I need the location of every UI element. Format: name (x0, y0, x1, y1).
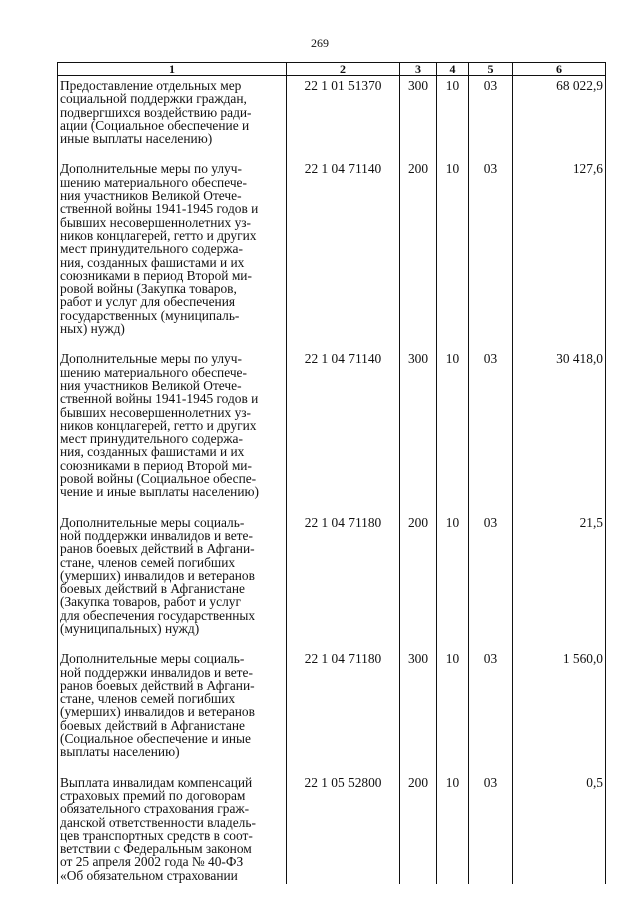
table-header-row (58, 63, 606, 76)
column-header: 2 (287, 63, 400, 76)
description-line: шению материального обеспече- (60, 174, 247, 190)
description-line: ственной войны 1941-1945 годов и (60, 201, 259, 217)
description-line: ния участников Великой Отече- (60, 377, 242, 393)
description-line: подвергшихся воздействию ради- (60, 104, 252, 120)
row-amount: 1 560,0 (513, 649, 606, 772)
budget-table (57, 62, 606, 884)
description-line: цев транспортных средств в соот- (60, 827, 253, 843)
description-line: (Социальное обеспечение и иные (60, 731, 251, 747)
row-amount: 0,5 (513, 773, 606, 884)
description-line: ной поддержки инвалидов и вете- (60, 664, 253, 680)
row-section: 10 (437, 159, 469, 349)
row-section: 10 (437, 649, 469, 772)
description-line: ранов боевых действий в Афгани- (60, 541, 255, 557)
row-subsection: 03 (469, 76, 513, 160)
description-line: (муниципальных) нужд) (60, 620, 200, 636)
row-subsection: 03 (469, 773, 513, 884)
row-amount: 127,6 (513, 159, 606, 349)
row-code: 22 1 04 71180 (287, 513, 400, 650)
description-line: Дополнительные меры социаль- (60, 514, 245, 530)
description-line: ровой войны (Социальное обеспе- (60, 471, 257, 487)
description-line: «Об обязательном страховании (60, 867, 238, 883)
table-row (58, 513, 606, 650)
row-expense-type: 200 (400, 773, 437, 884)
description-line: боевых действий в Афганистане (60, 717, 245, 733)
description-line: мест принудительного содержа- (60, 431, 243, 447)
row-description (58, 76, 287, 160)
row-code: 22 1 04 71140 (287, 159, 400, 349)
row-amount: 30 418,0 (513, 349, 606, 512)
table-row (58, 349, 606, 512)
table-row (58, 649, 606, 772)
description-line: ранов боевых действий в Афгани- (60, 677, 255, 693)
description-line: Дополнительные меры по улуч- (60, 161, 242, 177)
column-header: 4 (437, 63, 469, 76)
row-subsection: 03 (469, 349, 513, 512)
row-code: 22 1 04 71180 (287, 649, 400, 772)
description-line: Предоставление отдельных мер (60, 78, 242, 93)
row-description (58, 649, 287, 772)
row-amount: 21,5 (513, 513, 606, 650)
row-section: 10 (437, 773, 469, 884)
description-line: (умерших) инвалидов и ветеранов (60, 704, 255, 720)
row-subsection: 03 (469, 159, 513, 349)
description-line: союзниками в период Второй ми- (60, 457, 252, 473)
description-line: от 25 апреля 2002 года № 40-ФЗ (60, 854, 244, 870)
description-line: ных) нужд) (60, 321, 125, 337)
description-line: стане, членов семей погибших (60, 554, 236, 570)
column-header: 6 (513, 63, 606, 76)
description-line: ственной войны 1941-1945 годов и (60, 391, 259, 407)
row-section: 10 (437, 349, 469, 512)
column-header: 3 (400, 63, 437, 76)
description-line: работ и услуг для обеспечения (60, 294, 236, 310)
table-row (58, 159, 606, 349)
row-description (58, 159, 287, 349)
row-expense-type: 300 (400, 349, 437, 512)
description-line: чение и иные выплаты населению) (60, 484, 259, 500)
column-header: 5 (469, 63, 513, 76)
description-line: мест принудительного содержа- (60, 241, 243, 257)
row-code: 22 1 04 71140 (287, 349, 400, 512)
description-line: бывших несовершеннолетних уз- (60, 404, 252, 420)
description-line: Дополнительные меры по улуч- (60, 351, 242, 367)
row-expense-type: 200 (400, 513, 437, 650)
description-line: ации (Социальное обеспечение и (60, 117, 250, 133)
description-line: ния, созданных фашистами и их (60, 444, 245, 460)
description-line: стане, членов семей погибших (60, 691, 236, 707)
page-number: 269 (311, 36, 329, 50)
description-line: (умерших) инвалидов и ветеранов (60, 567, 255, 583)
row-section: 10 (437, 513, 469, 650)
description-line: ния участников Великой Отече- (60, 188, 242, 204)
table-row (58, 76, 606, 160)
description-line: боевых действий в Афганистане (60, 581, 245, 597)
description-line: обязательного страхования граж- (60, 801, 250, 817)
description-line: Выплата инвалидам компенсаций (60, 774, 253, 790)
description-line: союзниками в период Второй ми- (60, 267, 252, 283)
description-line: шению материального обеспече- (60, 364, 247, 380)
row-description (58, 349, 287, 512)
description-line: государственных (муниципаль- (60, 307, 240, 323)
row-expense-type: 300 (400, 649, 437, 772)
row-code: 22 1 01 51370 (287, 76, 400, 160)
description-line: данской ответственности владель- (60, 814, 256, 830)
row-code: 22 1 05 52800 (287, 773, 400, 884)
description-line: бывших несовершеннолетних уз- (60, 214, 252, 230)
description-line: иные выплаты населению) (60, 131, 213, 147)
description-line: (Закупка товаров, работ и услуг (60, 594, 241, 610)
description-line: ной поддержки инвалидов и вете- (60, 527, 253, 543)
description-line: для обеспечения государственных (60, 607, 256, 623)
row-description (58, 513, 287, 650)
column-header: 1 (58, 63, 287, 76)
row-amount: 68 022,9 (513, 76, 606, 160)
description-line: ников концлагерей, гетто и других (60, 417, 257, 433)
description-line: ветствии с Федеральным законом (60, 841, 252, 857)
description-line: выплаты населению) (60, 744, 180, 760)
row-description (58, 773, 287, 884)
row-subsection: 03 (469, 649, 513, 772)
description-line: Дополнительные меры социаль- (60, 651, 245, 667)
row-section: 10 (437, 76, 469, 160)
table-row (58, 773, 606, 884)
description-line: ровой войны (Закупка товаров, (60, 281, 237, 297)
description-line: ников концлагерей, гетто и других (60, 227, 257, 243)
description-line: социальной поддержки граждан, (60, 91, 247, 107)
row-expense-type: 300 (400, 76, 437, 160)
row-expense-type: 200 (400, 159, 437, 349)
description-line: ния, созданных фашистами и их (60, 254, 245, 270)
description-line: страховых премий по договорам (60, 787, 246, 803)
row-subsection: 03 (469, 513, 513, 650)
